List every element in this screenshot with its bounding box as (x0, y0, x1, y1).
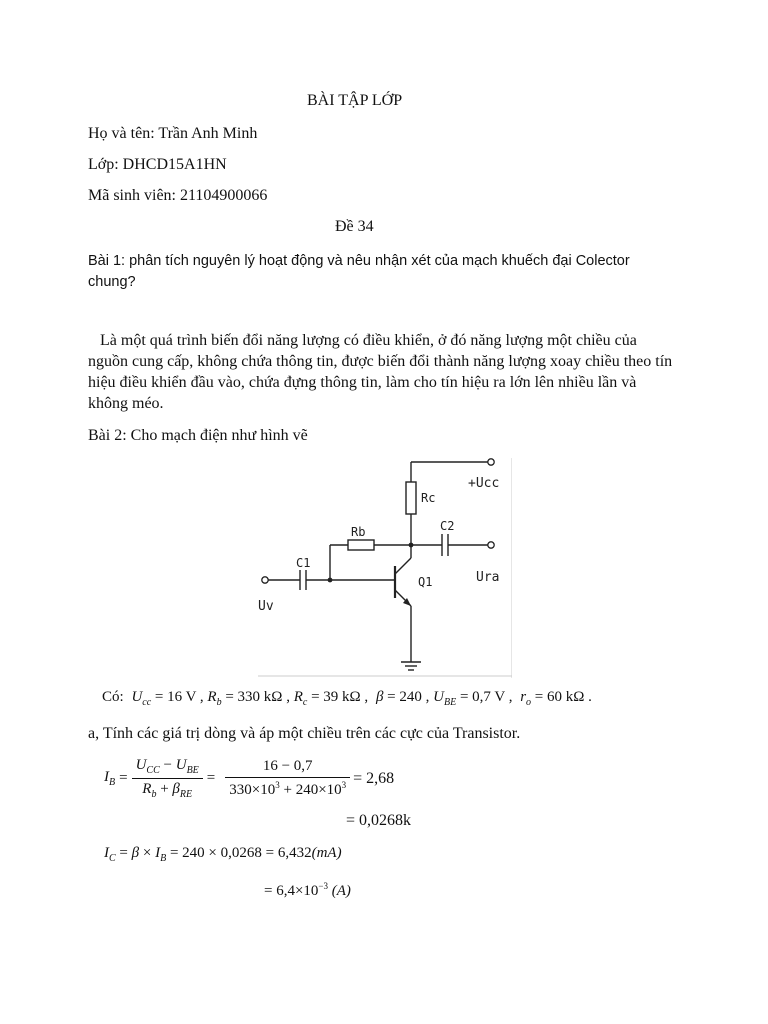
ic-times: × (139, 845, 156, 861)
ic-subscript: C (109, 853, 116, 864)
label-c1: C1 (296, 556, 311, 570)
rc-value: = 39 kΩ , (311, 689, 369, 705)
rb-resistor (348, 540, 374, 550)
q1-collector-lead (395, 558, 411, 574)
page-title: BÀI TẬP LỚP (307, 92, 403, 109)
ic-unit: (mA) (311, 845, 342, 861)
ib-symbol: I (104, 769, 109, 785)
ucc-num-sub: CC (146, 765, 160, 776)
student-name-line: Họ và tên: Trần Anh Minh (88, 125, 258, 142)
ro-value: = 60 kΩ . (534, 689, 592, 705)
label-out: Ura (476, 570, 500, 585)
ic-symbol: I (104, 845, 109, 861)
bai2-question: Bài 2: Cho mạch điện như hình vẽ (88, 427, 308, 444)
ucc-subscript: cc (142, 697, 152, 708)
ic-equation (104, 845, 342, 864)
ic-equals: = (119, 845, 132, 861)
rb-den-symbol: R (142, 781, 152, 797)
ib-result-2: = 0,0268k (346, 812, 412, 829)
given-values (102, 689, 592, 708)
ro-subscript: o (526, 697, 532, 708)
ic-ib-symbol: I (155, 845, 161, 861)
class-line: Lớp: DHCD15A1HN (88, 156, 227, 173)
den-term-1-exp: 3 (275, 780, 280, 790)
beta-symbol: β (375, 689, 384, 705)
ube-symbol: U (433, 689, 444, 705)
rc-subscript: c (302, 697, 308, 708)
ube-num-symbol: U (175, 757, 187, 773)
rc-symbol: R (293, 689, 303, 705)
bai1-answer: Là một quá trình biến đổi năng lượng có điều khiển, ở đó năng lượng một chiều của nguồn cung cấp, không chứa thông tin, được biến đổi thành năng lượng xoay chiều theo tín hiệu điều khiển đầu vào, chứa đựng thông tin, làm cho tín hiệu ra lớn lên nhiều lần và không méo. (88, 332, 673, 412)
ucc-num-symbol: U (135, 757, 147, 773)
den-term-1: 330×10 (229, 782, 276, 798)
ib-numeric-numerator: 16 − 0,7 (225, 758, 350, 778)
ro-symbol: r (520, 689, 527, 705)
ib-result: = 2,68 (353, 769, 395, 787)
beta-den-symbol: β (172, 781, 180, 797)
ube-num-sub: BE (186, 765, 199, 776)
given-prefix: Có: (102, 689, 124, 705)
rb-subscript: b (216, 697, 222, 708)
ic-result-unit: (A) (331, 883, 351, 899)
terminal-vcc (488, 459, 494, 465)
ucc-value: = 16 V , (154, 689, 204, 705)
label-in: Uv (258, 599, 274, 614)
ib-equals-2: = (206, 770, 216, 786)
label-vcc: +Ucc (468, 476, 500, 491)
ube-value: = 0,7 V , (459, 689, 513, 705)
rb-den-sub: b (151, 789, 157, 800)
junction-collector (409, 543, 414, 548)
den-term-2: + 240×10 (279, 782, 342, 798)
bai1-question: Bài 1: phân tích nguyên lý hoạt động và nêu nhận xét của mạch khuếch đại Colector chung? (88, 253, 630, 290)
ic-calc: = 240 × 0,0268 = 6,432 (166, 845, 312, 861)
ib-formula-fraction (132, 757, 203, 800)
ib-subscript: B (109, 777, 116, 788)
ic-ib-subscript: B (160, 853, 167, 864)
terminal-in (262, 577, 268, 583)
ic-result (264, 881, 351, 900)
junction-base (328, 578, 333, 583)
ube-subscript: BE (443, 697, 457, 708)
student-id-line: Mã sinh viên: 21104900066 (88, 187, 268, 204)
den-plus: + (156, 781, 173, 797)
label-q1: Q1 (418, 575, 433, 589)
label-c2: C2 (440, 519, 455, 533)
part-a-question: a, Tính các giá trị dòng và áp một chiều trên các cực của Transistor. (88, 725, 521, 742)
ucc-symbol: U (131, 689, 143, 705)
rb-value: = 330 kΩ , (225, 689, 290, 705)
ib-equals: = (119, 770, 128, 786)
num-minus: − (159, 757, 176, 773)
circuit-diagram (250, 450, 512, 678)
rb-symbol: R (207, 689, 217, 705)
terminal-out (488, 542, 494, 548)
ib-numeric-fraction (225, 758, 350, 799)
label-rb: Rb (351, 525, 366, 539)
rc-resistor (406, 482, 416, 514)
ic-result-exp: −3 (318, 881, 328, 891)
ic-beta: β (131, 845, 140, 861)
ib-equation (104, 757, 394, 800)
exam-number: Đề 34 (335, 218, 374, 235)
den-term-2-exp: 3 (341, 780, 347, 790)
ic-result-value: = 6,4×10 (264, 883, 319, 899)
beta-value: = 240 , (387, 689, 430, 705)
label-rc: Rc (421, 491, 436, 505)
re-den-sub: RE (179, 789, 193, 800)
